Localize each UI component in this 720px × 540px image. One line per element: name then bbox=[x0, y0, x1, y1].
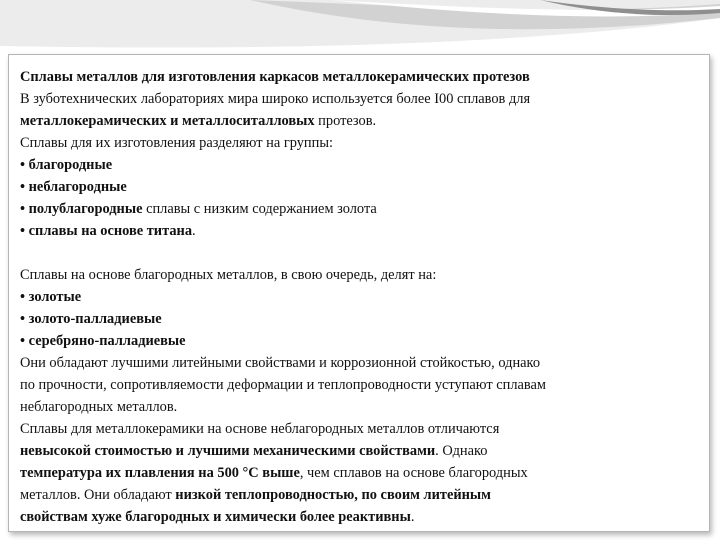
bold-text: свойствам хуже благородных и химически более реактивны bbox=[20, 509, 411, 525]
bold-text: низкой теплопроводностью, по своим литейным bbox=[175, 487, 491, 503]
text: В зуботехнических лабораториях мира широко используется более I00 сплавов для bbox=[20, 91, 531, 107]
bold-text: температура их плавления на 500 °С выше bbox=[20, 465, 300, 481]
text: . bbox=[410, 509, 415, 525]
text: по прочности, сопротивляемости деформации и теплопроводности уступают сплавам bbox=[20, 377, 547, 393]
bold-text: • полублагородные bbox=[20, 201, 143, 217]
text: Сплавы для металлокерамики на основе неблагородных металлов отличаются bbox=[20, 421, 500, 437]
text: протезов. bbox=[314, 113, 377, 129]
bold-text: невысокой стоимостью и лучшими механическими свойствами bbox=[20, 443, 436, 459]
text-line bbox=[20, 286, 700, 308]
text-line bbox=[20, 110, 700, 132]
text-body bbox=[20, 66, 700, 528]
bold-text: Сплавы металлов для изготовления каркасов металлокерамических протезов bbox=[20, 69, 530, 85]
text-line bbox=[20, 264, 700, 286]
bold-text: металлокерамических и металлоситалловых bbox=[20, 113, 315, 129]
text-line bbox=[20, 308, 700, 330]
text: неблагородных металлов. bbox=[20, 399, 178, 415]
bold-text: • золото-палладиевые bbox=[20, 311, 162, 327]
bold-text: • неблагородные bbox=[20, 179, 127, 195]
text-line bbox=[20, 506, 700, 528]
text-line bbox=[20, 440, 700, 462]
text-line bbox=[20, 484, 700, 506]
bold-text: • золотые bbox=[20, 289, 82, 305]
decorative-swoosh bbox=[0, 0, 720, 60]
text: . Однако bbox=[435, 443, 488, 459]
text-line bbox=[20, 462, 700, 484]
text-line bbox=[20, 154, 700, 176]
bold-text: • серебряно-палладиевые bbox=[20, 333, 186, 349]
text: металлов. Они обладают bbox=[20, 487, 176, 503]
text-line bbox=[20, 198, 700, 220]
text-line bbox=[20, 132, 700, 154]
text: . bbox=[192, 223, 196, 239]
text-line bbox=[20, 176, 700, 198]
bold-text: • благородные bbox=[20, 157, 113, 173]
text-line bbox=[20, 220, 700, 242]
text-line bbox=[20, 352, 700, 374]
text-line bbox=[20, 418, 700, 440]
text: Сплавы на основе благородных металлов, в свою очередь, делят на: bbox=[20, 267, 437, 283]
text-line bbox=[20, 374, 700, 396]
text-line bbox=[20, 242, 700, 264]
text-line bbox=[20, 66, 700, 88]
text: Они обладают лучшими литейными свойствами и коррозионной стойкостью, однако bbox=[20, 355, 541, 371]
text-line bbox=[20, 330, 700, 352]
text: Сплавы для их изготовления разделяют на группы: bbox=[20, 135, 333, 151]
bold-text: • сплавы на основе титана bbox=[20, 223, 193, 239]
text-line bbox=[20, 88, 700, 110]
text: сплавы с низким содержанием золота bbox=[142, 201, 377, 217]
text-line bbox=[20, 396, 700, 418]
text: , чем сплавов на основе благородных bbox=[299, 465, 528, 481]
